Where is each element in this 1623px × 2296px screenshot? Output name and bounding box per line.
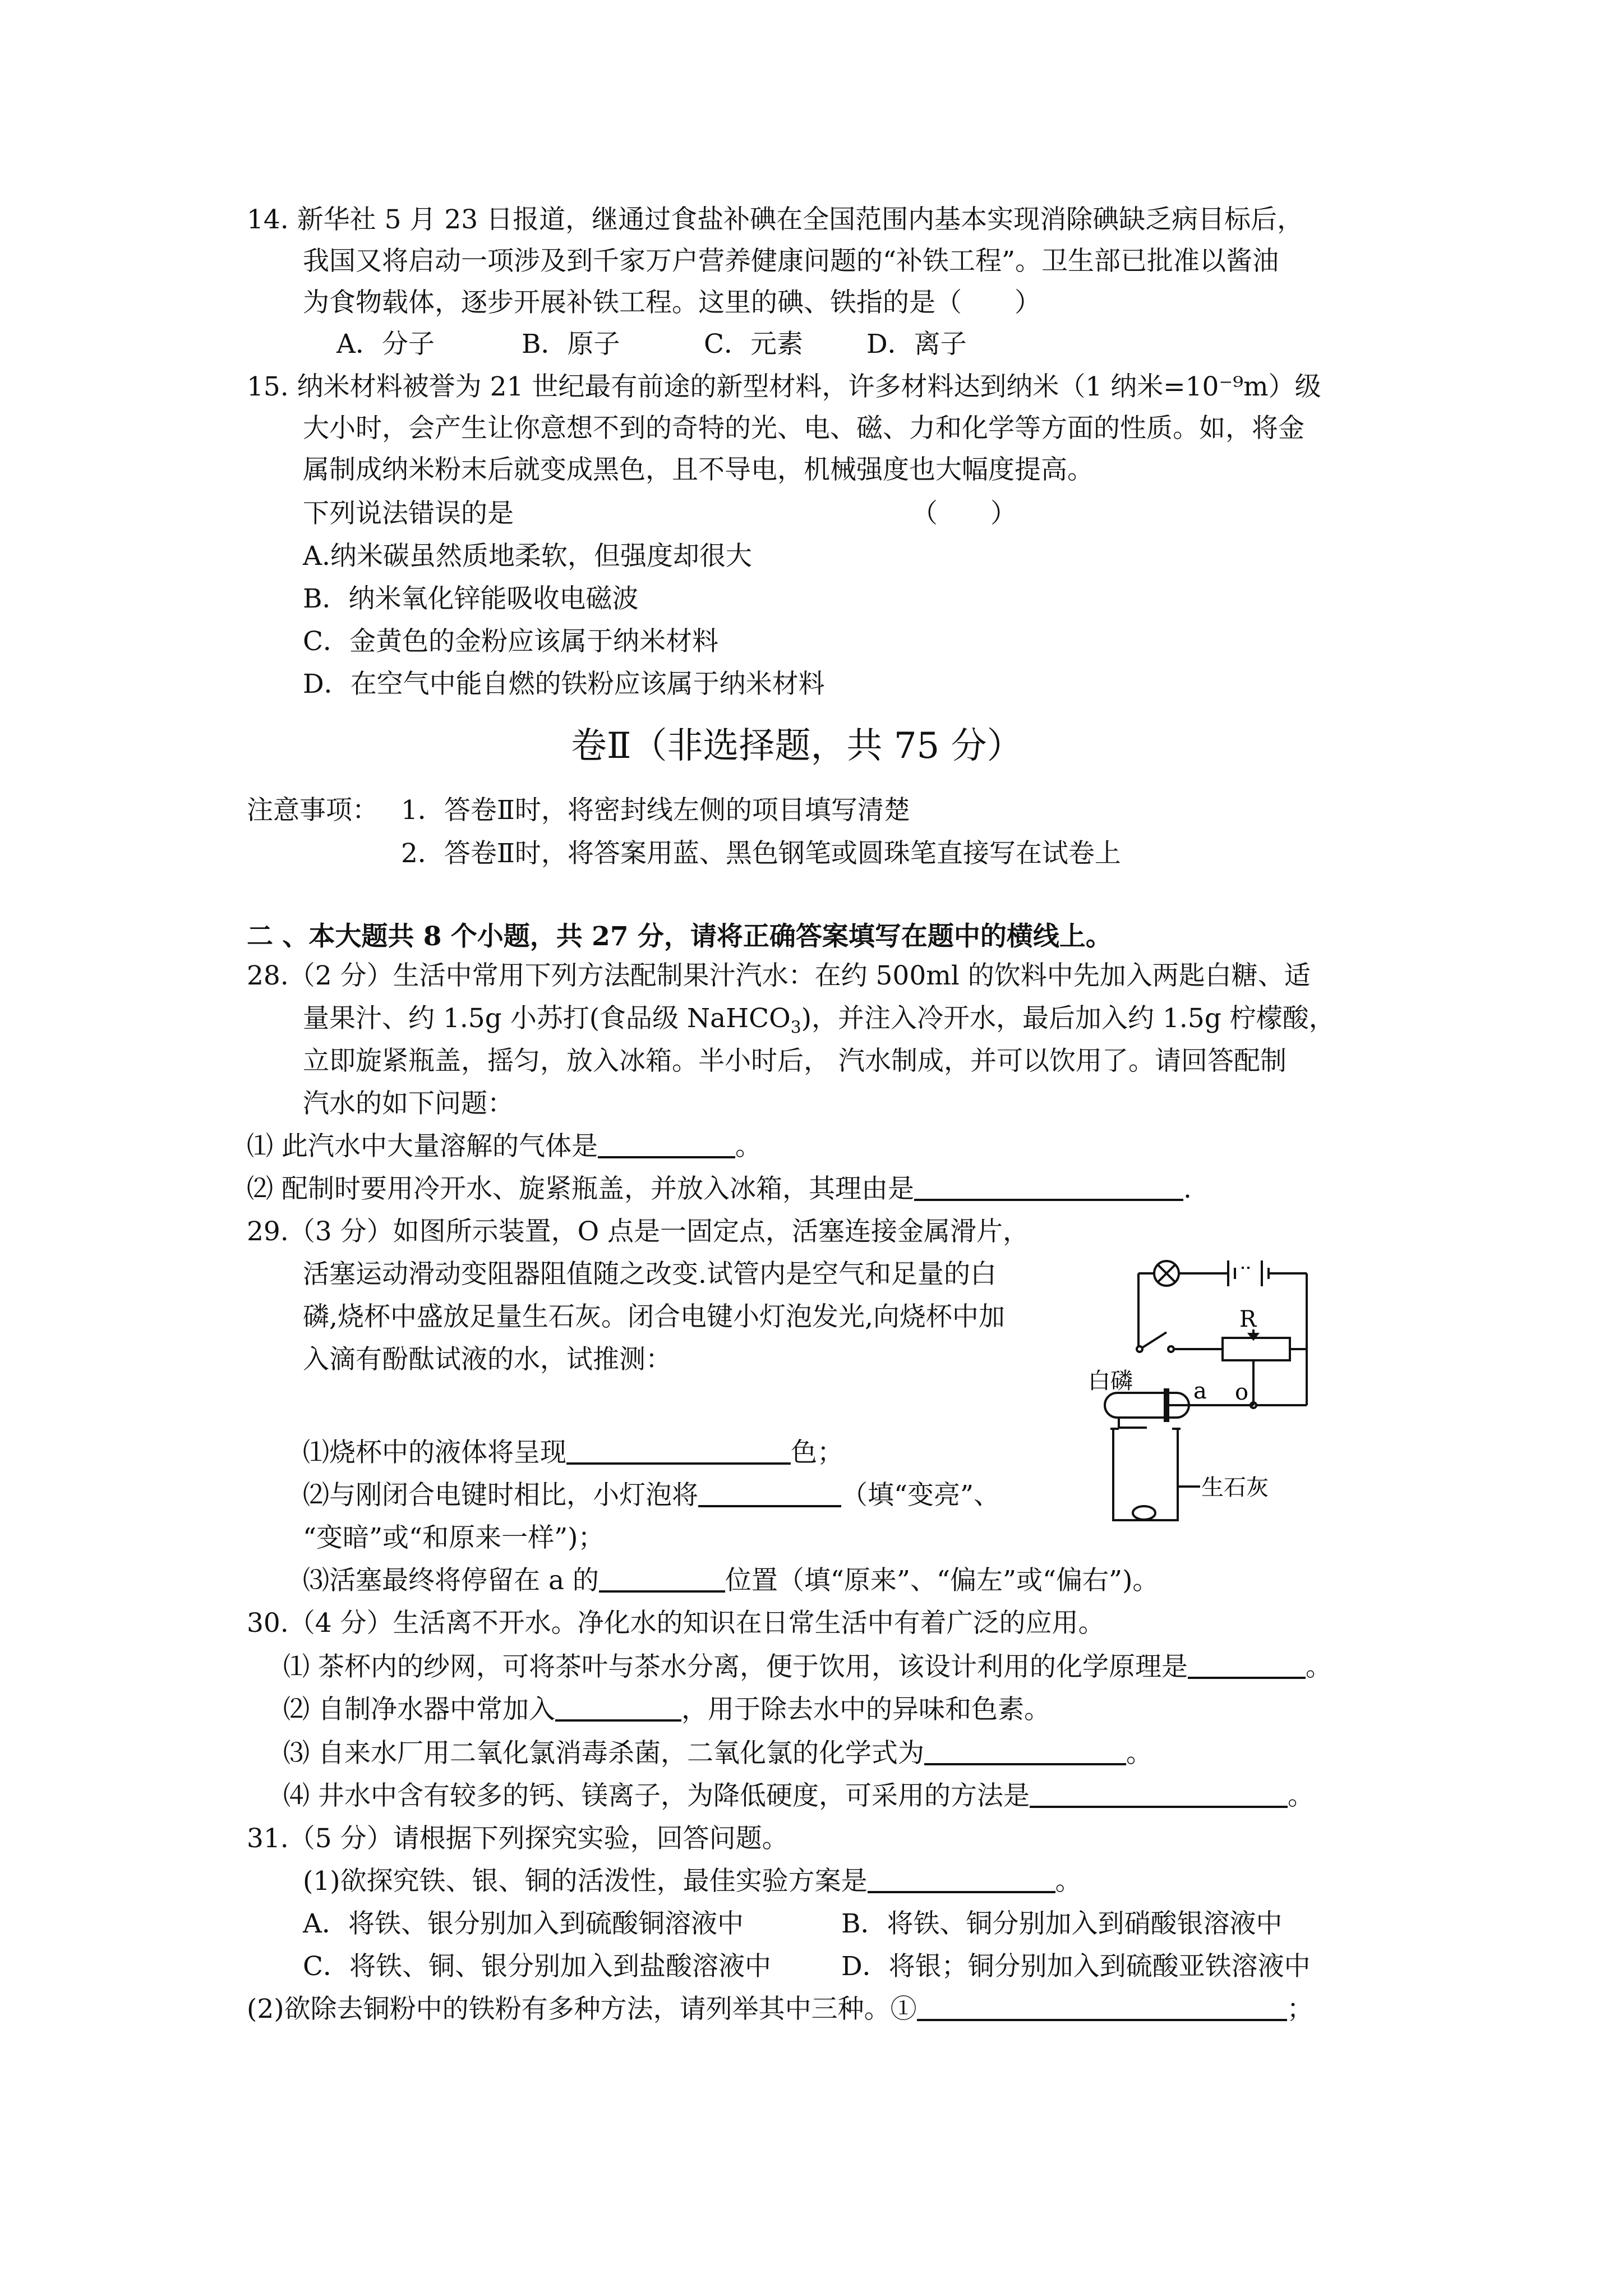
- q15-option-b: B．纳米氧化锌能吸收电磁波: [303, 583, 639, 614]
- q31-sub2-end: ；: [1287, 1994, 1313, 2024]
- q14-line2: 我国又将启动一项涉及到千家万户营养健康问题的“补铁工程”。卫生部已批准以酱油: [303, 246, 1279, 277]
- q31-line1: 31.（5 分）请根据下列探究实验，回答问题。: [247, 1823, 789, 1854]
- q30-sub2-text: ⑵ 自制净水器中常加入: [283, 1694, 555, 1725]
- q28-line2-a: 量果汁、约 1.5g 小苏打(食品级 NaHCO: [303, 1003, 791, 1034]
- q31-sub2-text: (2)欲除去铜粉中的铁粉有多种方法，请列举其中三种。①: [247, 1994, 917, 2024]
- q28-sub1-text: ⑴ 此汽水中大量溶解的气体是: [247, 1131, 598, 1162]
- q29-line4: 入滴有酚酞试液的水，试推测：: [303, 1344, 672, 1375]
- section-title: 卷Ⅱ（非选择题，共 75 分）: [571, 725, 1023, 767]
- q15-line2: 大小时，会产生让你意想不到的奇特的光、电、磁、力和化学等方面的性质。如，将金: [303, 413, 1304, 444]
- q15-answer-paren: （ ）: [911, 498, 1017, 529]
- q29-line2: 活塞运动滑动变阻器阻值随之改变.试管内是空气和足量的白: [303, 1259, 997, 1290]
- q15-option-c: C．金黄色的金粉应该属于纳米材料: [303, 626, 718, 657]
- q28-line1: 28.（2 分）生活中常用下列方法配制果汁汽水：在约 500ml 的饮料中先加入两匙白糖、适: [247, 960, 1311, 991]
- q30-sub1: [283, 1650, 1332, 1684]
- q31-option-b: B．将铁、铜分别加入到硝酸银溶液中: [841, 1908, 1283, 1939]
- circuit-diagram: [1088, 1226, 1335, 1523]
- q29-answer-blank-3[interactable]: [599, 1566, 725, 1593]
- q28-sub1: [247, 1130, 762, 1163]
- q30-sub4-text: ⑷ 井水中含有较多的钙、镁离子，为降低硬度，可采用的方法是: [283, 1780, 1030, 1811]
- q30-sub4-end: 。: [1287, 1780, 1314, 1811]
- q29-sub3-end: 位置（填“原来”、“偏左”或“偏右”)。: [725, 1565, 1159, 1596]
- q29-sub3-text: ⑶活塞最终将停留在 a 的: [303, 1565, 599, 1596]
- q31-answer-blank-1[interactable]: [868, 1866, 1055, 1893]
- q28-answer-blank-1[interactable]: [598, 1131, 735, 1158]
- q30-answer-blank-4[interactable]: [1030, 1781, 1288, 1808]
- note-2: 2．答卷Ⅱ时，将答案用蓝、黑色钢笔或圆珠笔直接写在试卷上: [401, 838, 1121, 869]
- note-1: 1．答卷Ⅱ时，将密封线左侧的项目填写清楚: [401, 795, 910, 826]
- q28-sub2: [247, 1172, 1192, 1206]
- notes-label: 注意事项：: [247, 795, 379, 826]
- q31-option-a: A．将铁、银分别加入到硫酸铜溶液中: [303, 1908, 744, 1939]
- q29-sub1-text: ⑴烧杯中的液体将呈现: [303, 1437, 566, 1468]
- q30-sub2: [283, 1693, 1050, 1727]
- q15-line3: 属制成纳米粉末后就变成黑色，且不导电，机械强度也大幅度提高。: [303, 454, 1094, 485]
- q29-sub1-end: 色；: [791, 1437, 843, 1468]
- q15-line1: 15. 纳米材料被誉为 21 世纪最有前途的新型材料，许多材料达到纳米（1 纳米=10⁻⁹m）级: [247, 371, 1321, 402]
- q29-sub2-end: （填“变亮”、: [841, 1480, 1000, 1511]
- q28-line4: 汽水的如下问题：: [303, 1088, 514, 1119]
- q30-sub1-text: ⑴ 茶杯内的纱网，可将茶叶与茶水分离，便于饮用，该设计利用的化学原理是: [283, 1651, 1188, 1682]
- q31-sub2: [247, 1993, 1313, 2026]
- part-heading: 二 、本大题共 8 个小题，共 27 分，请将正确答案填写在题中的横线上。: [247, 921, 1112, 952]
- q31-answer-blank-2[interactable]: [917, 1994, 1287, 2021]
- q29-sub2: [303, 1479, 1000, 1512]
- q15-option-d: D．在空气中能自燃的铁粉应该属于纳米材料: [303, 669, 825, 700]
- rheostat-label: R: [1239, 1306, 1257, 1332]
- q28-line3: 立即旋紧瓶盖，摇匀，放入冰箱。半小时后， 汽水制成，并可以饮用了。请回答配制: [303, 1046, 1287, 1076]
- q28-sub2-end: .: [1183, 1174, 1192, 1204]
- q15-stem: 下列说法错误的是: [303, 498, 514, 529]
- piston-label-a: a: [1193, 1378, 1207, 1404]
- q28-subscript: 3: [790, 1018, 801, 1038]
- q30-answer-blank-3[interactable]: [924, 1738, 1126, 1765]
- q28-line2: [303, 1002, 1335, 1045]
- q28-sub2-text: ⑵ 配制时要用冷开水、旋紧瓶盖，并放入冰箱，其理由是: [247, 1174, 914, 1204]
- q29-sub2-continued: “变暗”或“和原来一样”)；: [303, 1522, 605, 1553]
- white-phosphorus-label: 白磷: [1088, 1368, 1133, 1394]
- quicklime-label: 生石灰: [1201, 1475, 1269, 1501]
- q31-option-c: C．将铁、铜、银分别加入到盐酸溶液中: [303, 1951, 771, 1982]
- q28-line2-b: )，并注入冷开水，最后加入约 1.5g 柠檬酸，: [801, 1003, 1335, 1034]
- q31-option-d: D．将银；铜分别加入到硫酸亚铁溶液中: [841, 1951, 1311, 1982]
- q30-sub3: [283, 1737, 1152, 1770]
- q31-sub1: [303, 1865, 1082, 1898]
- q30-sub3-text: ⑶ 自来水厂用二氧化氯消毒杀菌，二氧化氯的化学式为: [283, 1738, 924, 1769]
- q14-option-c: C．元素: [704, 329, 803, 360]
- q28-answer-blank-2[interactable]: [914, 1174, 1183, 1201]
- q30-line1: 30.（4 分）生活离不开水。净化水的知识在日常生活中有着广泛的应用。: [247, 1608, 1105, 1639]
- q14-option-b: B．原子: [522, 329, 620, 360]
- q31-sub1-text: (1)欲探究铁、银、铜的活泼性，最佳实验方案是: [303, 1866, 868, 1897]
- rheostat-icon: [1223, 1338, 1290, 1360]
- q29-answer-blank-2[interactable]: [698, 1480, 841, 1507]
- q29-line3: 磷,烧杯中盛放足量生石灰。闭合电键小灯泡发光,向烧杯中加: [303, 1301, 1005, 1332]
- q14-line3: 为食物载体，逐步开展补铁工程。这里的碘、铁指的是（ ）: [303, 287, 1041, 318]
- q14-option-a: A．分子: [336, 329, 435, 360]
- q30-answer-blank-2[interactable]: [555, 1695, 681, 1722]
- q30-sub4: [283, 1779, 1314, 1813]
- q14-line1: 14. 新华社 5 月 23 日报道，继通过食盐补碘在全国范围内基本实现消除碘缺乏病目标后，: [247, 204, 1304, 235]
- q14-option-d: D．离子: [866, 329, 967, 360]
- fixed-point-label-o: o: [1235, 1379, 1249, 1405]
- q29-sub2-text: ⑵与刚闭合电键时相比，小灯泡将: [303, 1480, 698, 1511]
- q30-answer-blank-1[interactable]: [1188, 1652, 1306, 1679]
- q30-sub1-end: 。: [1305, 1651, 1332, 1682]
- q29-sub3: [303, 1564, 1159, 1598]
- q31-sub1-end: 。: [1055, 1866, 1082, 1897]
- q15-option-a: A.纳米碳虽然质地柔软，但强度却很大: [303, 541, 752, 572]
- q29-line1: 29.（3 分）如图所示装置，O 点是一固定点，活塞连接金属滑片，: [247, 1216, 1030, 1247]
- q30-sub3-end: 。: [1126, 1738, 1152, 1769]
- q30-sub2-end: ，用于除去水中的异味和色素。: [681, 1694, 1050, 1725]
- q29-sub1: [303, 1436, 843, 1470]
- q28-sub1-end: 。: [735, 1131, 762, 1162]
- q29-answer-blank-1[interactable]: [566, 1438, 791, 1465]
